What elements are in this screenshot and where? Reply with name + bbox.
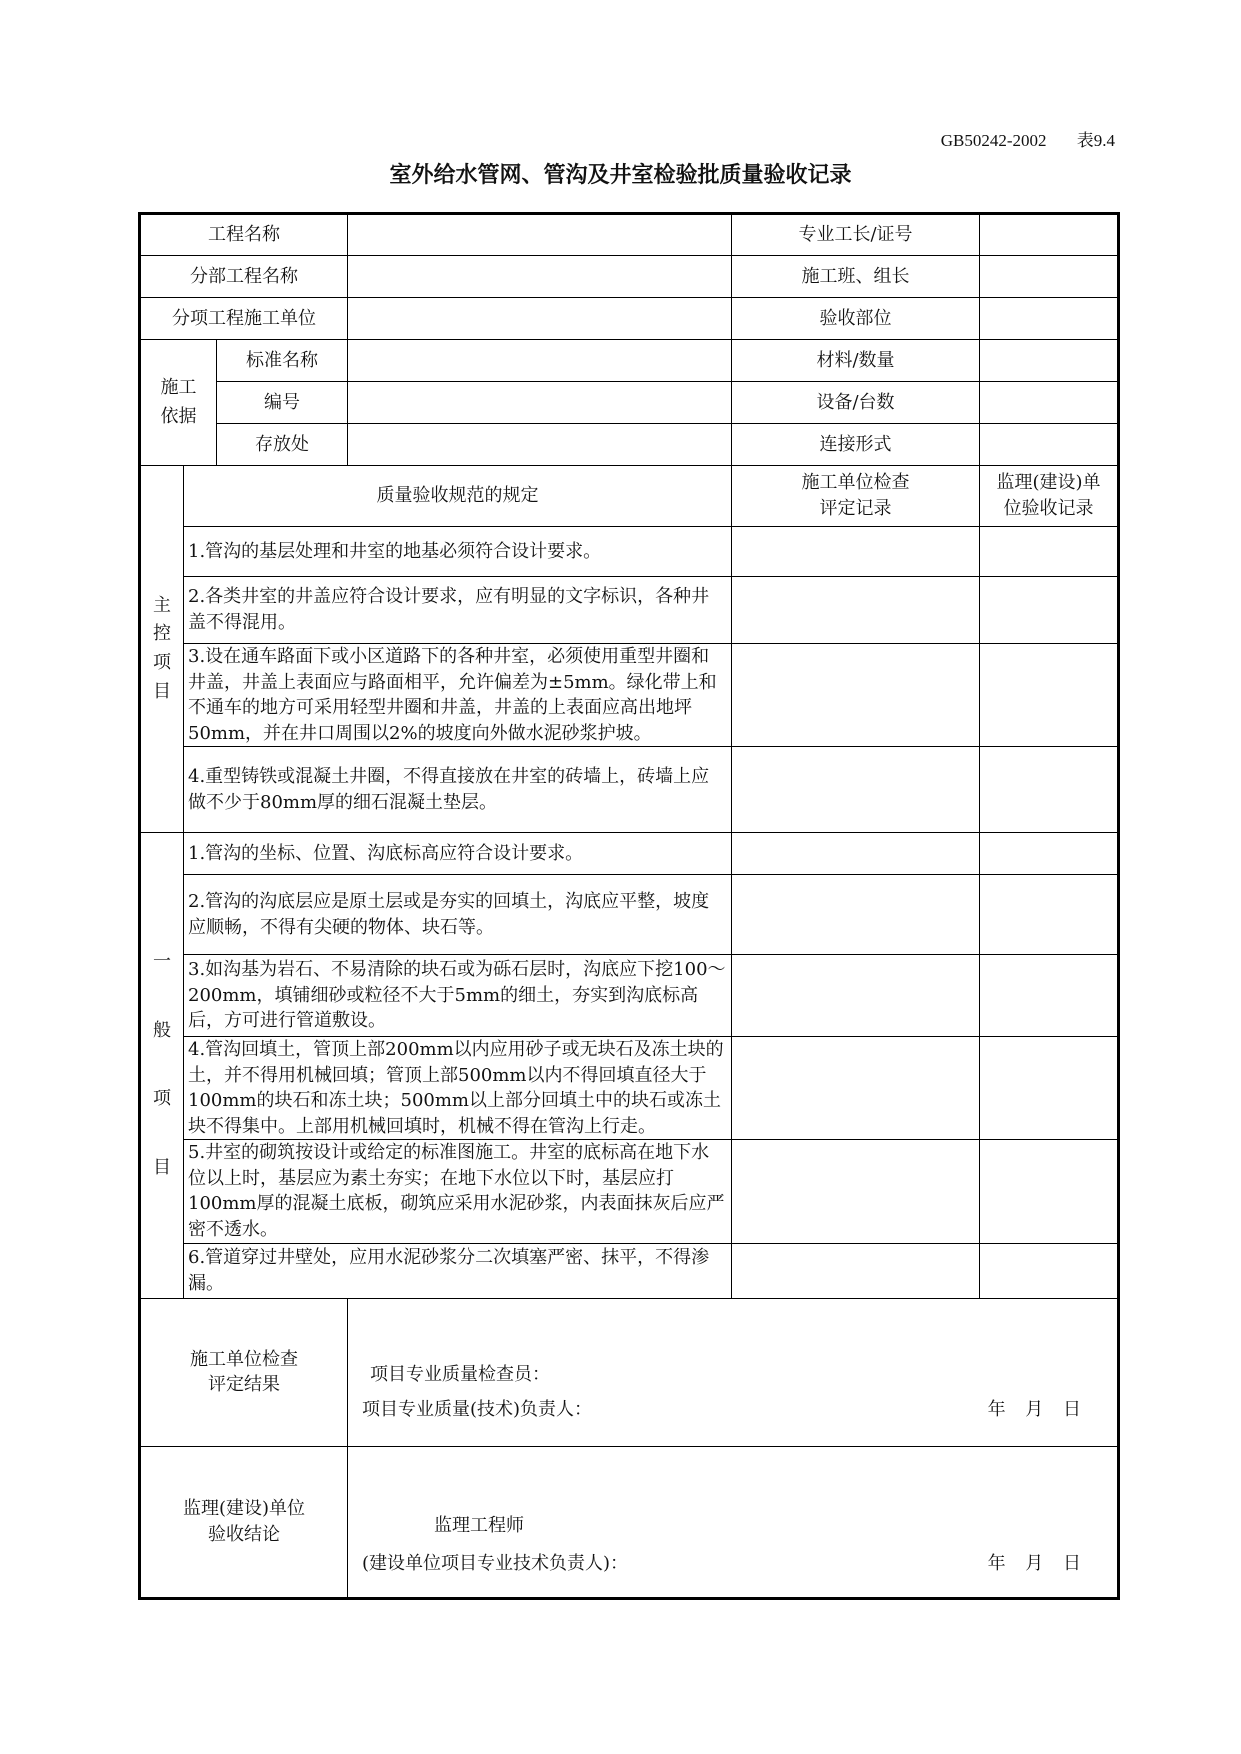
main-item-4: 4.重型铸铁或混凝土井圈，不得直接放在井室的砖墙上，砖墙上应做不少于80mm厚的细石混凝土垫层。 xyxy=(184,747,732,833)
info-row-number xyxy=(140,382,1119,424)
general-item-2: 2.管沟的沟底层应是原土层或是夯实的回填土，沟底应平整，坡度应顺畅，不得有尖硬的物体、块石等。 xyxy=(184,875,732,955)
main-item-2-supervisor-record[interactable] xyxy=(980,577,1119,644)
owner-representative-line xyxy=(362,1551,1081,1577)
document-title: 室外给水管网、管沟及井室检验批质量验收记录 xyxy=(389,163,852,188)
main-item-4-supervisor-record[interactable] xyxy=(980,747,1119,833)
owner-representative-label: (建设单位项目专业技术负责人)： xyxy=(362,1552,629,1574)
general-item-2-contractor-record[interactable] xyxy=(732,875,980,955)
main-item-1: 1.管沟的基层处理和井室的地基必须符合设计要求。 xyxy=(184,527,732,577)
supervisor-conclusion-row xyxy=(140,1446,1119,1598)
general-item-row xyxy=(140,1140,1119,1243)
team-leader-value[interactable] xyxy=(980,256,1119,298)
general-item-1-contractor-record[interactable] xyxy=(732,833,980,875)
inspection-part-label: 验收部位 xyxy=(732,298,980,340)
main-item-1-supervisor-record[interactable] xyxy=(980,527,1119,577)
quality-inspector-line xyxy=(362,1362,1081,1388)
technical-responsible-line xyxy=(362,1397,1081,1423)
main-item-2-contractor-record[interactable] xyxy=(732,577,980,644)
supervising-engineer-line xyxy=(362,1513,1081,1539)
table-number: 表9.4 xyxy=(1076,131,1115,150)
main-item-row xyxy=(140,644,1119,747)
project-name-label: 工程名称 xyxy=(140,214,348,256)
general-item-row xyxy=(140,875,1119,955)
main-item-row xyxy=(140,577,1119,644)
main-item-2: 2.各类井室的井盖应符合设计要求，应有明显的文字标识，各种井盖不得混用。 xyxy=(184,577,732,644)
foreman-cert-value[interactable] xyxy=(980,214,1119,256)
main-item-row xyxy=(140,747,1119,833)
equipment-qty-value[interactable] xyxy=(980,382,1119,424)
main-item-3: 3.设在通车路面下或小区道路下的各种井室，必须使用重型井圈和井盖，井盖上表面应与路面相平，允许偏差为±5mm。绿化带上和不通车的地方可采用轻型井圈和井盖，井盖的上表面应高出地坪50mm，并在井口周围以2%的坡度向外做水泥砂浆护坡。 xyxy=(184,644,732,747)
supervisor-check-column-header: 监理(建设)单 位验收记录 xyxy=(980,466,1119,527)
info-row-unit xyxy=(140,298,1119,340)
number-value[interactable] xyxy=(348,382,732,424)
main-item-3-contractor-record[interactable] xyxy=(732,644,980,747)
info-row-storage xyxy=(140,424,1119,466)
construction-unit-label: 分项工程施工单位 xyxy=(140,298,348,340)
standard-name-value[interactable] xyxy=(348,340,732,382)
project-name-value[interactable] xyxy=(348,214,732,256)
general-item-5-supervisor-record[interactable] xyxy=(980,1140,1119,1243)
standard-reference xyxy=(941,126,1115,151)
general-item-6: 6.管道穿过井壁处，应用水泥砂浆分二次填塞严密、抹平，不得渗漏。 xyxy=(184,1243,732,1298)
column-header-row xyxy=(140,466,1119,527)
main-control-items-label: 主 控 项 目 xyxy=(140,466,184,833)
general-item-3: 3.如沟基为岩石、不易清除的块石或为砾石层时，沟底应下挖100～200mm，填铺细砂或粒径不大于5mm的细土，夯实到沟底标高后，方可进行管道敷设。 xyxy=(184,955,732,1037)
contractor-result-signature-area[interactable] xyxy=(348,1298,1119,1446)
general-item-5: 5.井室的砌筑按设计或给定的标准图施工。井室的底标高在地下水位以上时，基层应为素土夯实；在地下水位以下时，基层应打100mm厚的混凝土底板，砌筑应采用水泥砂浆，内表面抹灰后应严密不透水。 xyxy=(184,1140,732,1243)
supervisor-conclusion-signature-area[interactable] xyxy=(348,1446,1119,1598)
construction-unit-value[interactable] xyxy=(348,298,732,340)
equipment-qty-label: 设备/台数 xyxy=(732,382,980,424)
main-item-4-contractor-record[interactable] xyxy=(732,747,980,833)
general-item-row xyxy=(140,1037,1119,1140)
general-item-6-supervisor-record[interactable] xyxy=(980,1243,1119,1298)
general-items-label: 一 般 项 目 xyxy=(140,833,184,1298)
standard-code: GB50242-2002 xyxy=(940,131,1047,150)
connection-form-value[interactable] xyxy=(980,424,1119,466)
general-item-4: 4.管沟回填土，管顶上部200mm以内应用砂子或无块石及冻土块的土，并不得用机械回填；管顶上部500mm以内不得回填直径大于100mm的块石和冻土块；500mm以上部分回填土中的块石或冻土块不得集中。上部用机械回填时，机械不得在管沟上行走。 xyxy=(184,1037,732,1140)
general-item-1: 1.管沟的坐标、位置、沟底标高应符合设计要求。 xyxy=(184,833,732,875)
general-item-3-supervisor-record[interactable] xyxy=(980,955,1119,1037)
main-item-3-supervisor-record[interactable] xyxy=(980,644,1119,747)
foreman-cert-label: 专业工长/证号 xyxy=(732,214,980,256)
main-item-1-contractor-record[interactable] xyxy=(732,527,980,577)
contractor-result-label: 施工单位检查 评定结果 xyxy=(140,1298,348,1446)
general-item-5-contractor-record[interactable] xyxy=(732,1140,980,1243)
sub-project-value[interactable] xyxy=(348,256,732,298)
supervisor-conclusion-date: 年 月 日 xyxy=(987,1552,1082,1574)
standard-name-label: 标准名称 xyxy=(217,340,348,382)
general-item-row xyxy=(140,833,1119,875)
sub-project-label: 分部工程名称 xyxy=(140,256,348,298)
general-item-6-contractor-record[interactable] xyxy=(732,1243,980,1298)
main-item-row xyxy=(140,527,1119,577)
construction-basis-label: 施工 依据 xyxy=(140,340,217,466)
inspection-part-value[interactable] xyxy=(980,298,1119,340)
supervisor-conclusion-label: 监理(建设)单位 验收结论 xyxy=(140,1446,348,1598)
info-row-project xyxy=(140,214,1119,256)
general-item-4-supervisor-record[interactable] xyxy=(980,1037,1119,1140)
general-item-4-contractor-record[interactable] xyxy=(732,1037,980,1140)
team-leader-label: 施工班、组长 xyxy=(732,256,980,298)
contractor-result-date: 年 月 日 xyxy=(987,1398,1082,1420)
supervising-engineer-label: 监理工程师 xyxy=(434,1514,525,1536)
general-item-1-supervisor-record[interactable] xyxy=(980,833,1119,875)
technical-responsible-label: 项目专业质量(技术)负责人： xyxy=(362,1398,593,1420)
info-row-subproject xyxy=(140,256,1119,298)
general-item-3-contractor-record[interactable] xyxy=(732,955,980,1037)
contractor-check-column-header: 施工单位检查 评定记录 xyxy=(732,466,980,527)
spec-column-header: 质量验收规范的规定 xyxy=(184,466,732,527)
material-qty-value[interactable] xyxy=(980,340,1119,382)
storage-value[interactable] xyxy=(348,424,732,466)
general-item-2-supervisor-record[interactable] xyxy=(980,875,1119,955)
storage-label: 存放处 xyxy=(217,424,348,466)
contractor-result-row xyxy=(140,1298,1119,1446)
general-item-row xyxy=(140,1243,1119,1298)
general-item-row xyxy=(140,955,1119,1037)
number-label: 编号 xyxy=(217,382,348,424)
quality-inspector-label: 项目专业质量检查员： xyxy=(370,1363,551,1385)
material-qty-label: 材料/数量 xyxy=(732,340,980,382)
connection-form-label: 连接形式 xyxy=(732,424,980,466)
inspection-record-table xyxy=(138,212,1120,1600)
info-row-standard xyxy=(140,340,1119,382)
